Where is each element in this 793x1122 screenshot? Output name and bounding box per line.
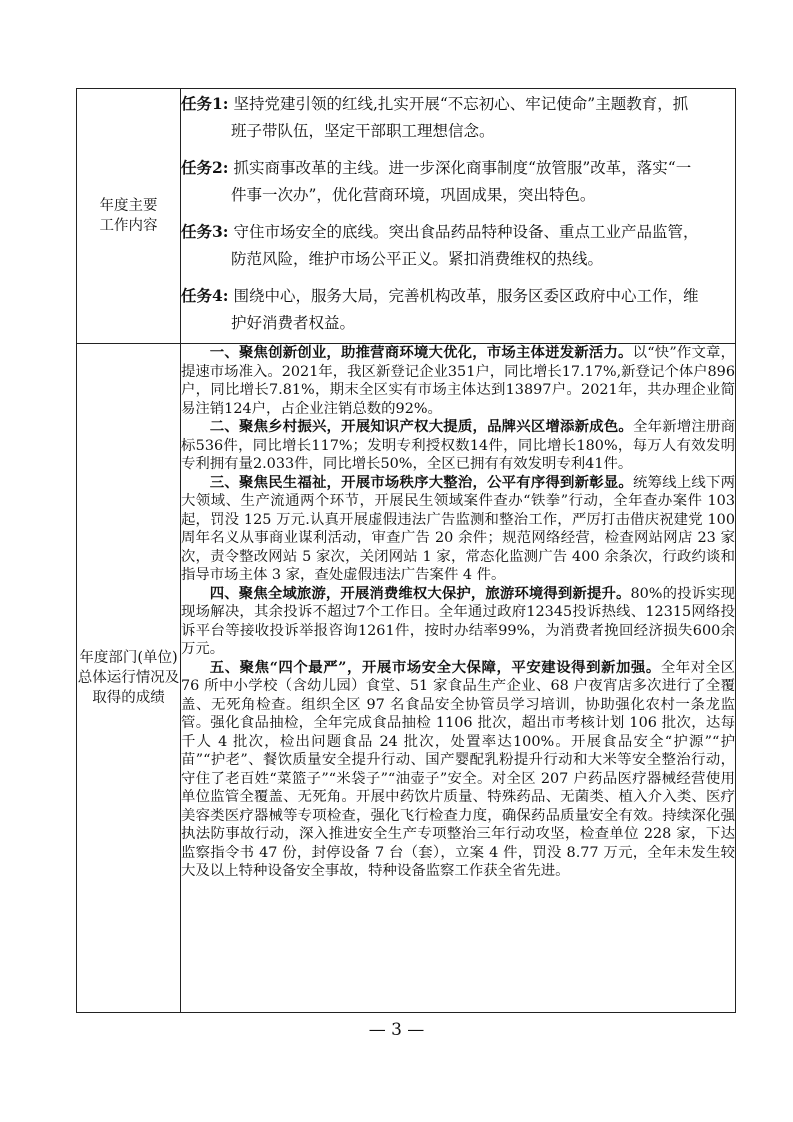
label-annual-tasks: [77, 89, 181, 344]
page-number: — 3 —: [368, 1020, 425, 1040]
result-paragraph: [181, 418, 735, 474]
task-text-cont: 防范风险，维护市场公平正义。紧扣消费维权的热线。: [231, 250, 604, 268]
label-line: 工作内容: [99, 218, 158, 234]
task-item: [181, 89, 735, 143]
task-item: [181, 153, 735, 207]
task-item: [181, 217, 735, 271]
results-cell: [181, 344, 736, 1013]
task-tag: 任务3:: [181, 222, 229, 241]
task-text-cont: 班子带队伍，坚定干部职工理想信念。: [231, 122, 495, 140]
row-annual-results: [77, 344, 736, 1013]
task-tag: 任务1:: [181, 94, 229, 113]
paragraph-heading: 二、聚焦乡村振兴，开展知识产权大提质，品牌兴区增添新成色。: [209, 418, 634, 435]
label-line: 取得的成绩: [92, 690, 165, 706]
paragraph-heading: 四、聚焦全域旅游，开展消费维权大保护，旅游环境得到新提升。: [209, 584, 631, 602]
paragraph-heading: 五、聚焦“四个最严”，开展市场安全大保障，平安建设得到新加强。: [209, 658, 661, 676]
result-paragraph: [181, 585, 735, 659]
task-text: 围绕中心，服务大局，完善机构改革，服务区委区政府中心工作，维: [233, 287, 699, 305]
task-text-cont: 护好消费者权益。: [231, 314, 356, 332]
paragraph-heading: 三、聚焦民生福祉，开展市场秩序大整治，公平有序得到新彰显。: [209, 473, 634, 491]
task-text: 抓实商事改革的主线。进一步深化商事制度“放管服”改革，落实“一: [233, 159, 692, 177]
task-text: 坚持党建引领的红线,扎实开展“不忘初心、牢记使命”主题教育，抓: [233, 95, 689, 113]
tasks-cell: [181, 89, 736, 344]
result-paragraph: [181, 474, 735, 585]
label-line: 年度主要: [99, 198, 158, 214]
task-tag: 任务4:: [181, 286, 229, 305]
paragraph-body: 80%的投诉实现现场解决，其余投诉不超过7个工作日。全年通过政府12345投诉热线、12315网络投诉平台等接收投诉举报咨询1261件，按时办结率99%，为消费者挽回经济损失600余万元。: [181, 585, 735, 657]
report-table: [76, 88, 736, 1013]
task-tag: 任务2:: [181, 158, 229, 177]
paragraph-body: 统筹线上线下两大领域、生产流通两个环节，开展民生领域案件查办“铁拳”行动，全年查办案件 103 起，罚没 125 万元.认真开展虚假违法广告监测和整治工作，严厉打击借庆祝建党 100 周年名义从事商业谋利活动，审查广告 20 余件；规范网络经营，检查网站网店 23 家次，责令整改网站 5 家次，关闭网站 1 家，常态化监测广告 400 余条次，行政约谈和指导市场主体 3 家，查处虚假违法广告案件 4 件。: [181, 474, 735, 583]
label-annual-results: [77, 344, 181, 1013]
paragraph-body: 以“快”作文章，提速市场准入。2021年，我区新登记企业351户，同比增长17.17%,新登记个体户896户，同比增长7.81%，期末全区实有市场主体达到13897户。2021年，共办理企业简易注销124户，占企业注销总数的92%。: [181, 345, 735, 417]
task-item: [181, 281, 735, 335]
task-text-cont: 件事一次办”，优化营商环境，巩固成果，突出特色。: [231, 186, 596, 204]
label-line: 总体运行情况及: [77, 670, 180, 686]
label-line: 年度部门(单位): [79, 650, 178, 666]
paragraph-heading: 一、聚焦创新创业，助推营商环境大优化，市场主体迸发新活力。: [209, 344, 633, 361]
result-paragraph: [181, 659, 735, 881]
result-paragraph: [181, 344, 735, 418]
paragraph-body: 全年对全区 76 所中小学校（含幼儿园）食堂、51 家食品生产企业、68 户夜宵店多次进行了全覆盖、无死角检查。组织全区 97 名食品安全协管员学习培训，协助强化农村一条龙监管。强化食品抽检，全年完成食品抽检 1106 批次，超出市考核计划 106 批次，达每千人 4 批次，检出问题食品 24 批次，处置率达100%。开展食品安全“护源”“护苗”“护老”、餐饮质量安全提升行动、国产婴配乳粉提升行动和大米等安全整治行动，守住了老百姓“菜篮子”“米袋子”“油壶子”安全。对全区 207 户药品医疗器械经营使用单位监管全覆盖、无死角。开展中药饮片质量、特殊药品、无菌类、植入介入类、医疗美容类医疗器械等专项检查，强化飞行检查力度，确保药品质量安全有效。持续深化强执法防事故行动，深入推进安全生产专项整治三年行动攻坚，检查单位 228 家，下达监察指令书 47 份，封停设备 7 台（套），立案 4 件，罚没 8.77 万元，全年未发生较大及以上特种设备安全事故，特种设备监察工作获全省先进。: [181, 659, 735, 879]
row-annual-tasks: [77, 89, 736, 344]
paragraph-body: 全年新增注册商标536件，同比增长117%；发明专利授权数14件，同比增长180%，每万人有效发明专利拥有量2.033件，同比增长50%，全区已拥有有效发明专利41件。: [181, 419, 735, 472]
task-text: 守住市场安全的底线。突出食品药品特种设备、重点工业产品监管，: [233, 223, 699, 241]
